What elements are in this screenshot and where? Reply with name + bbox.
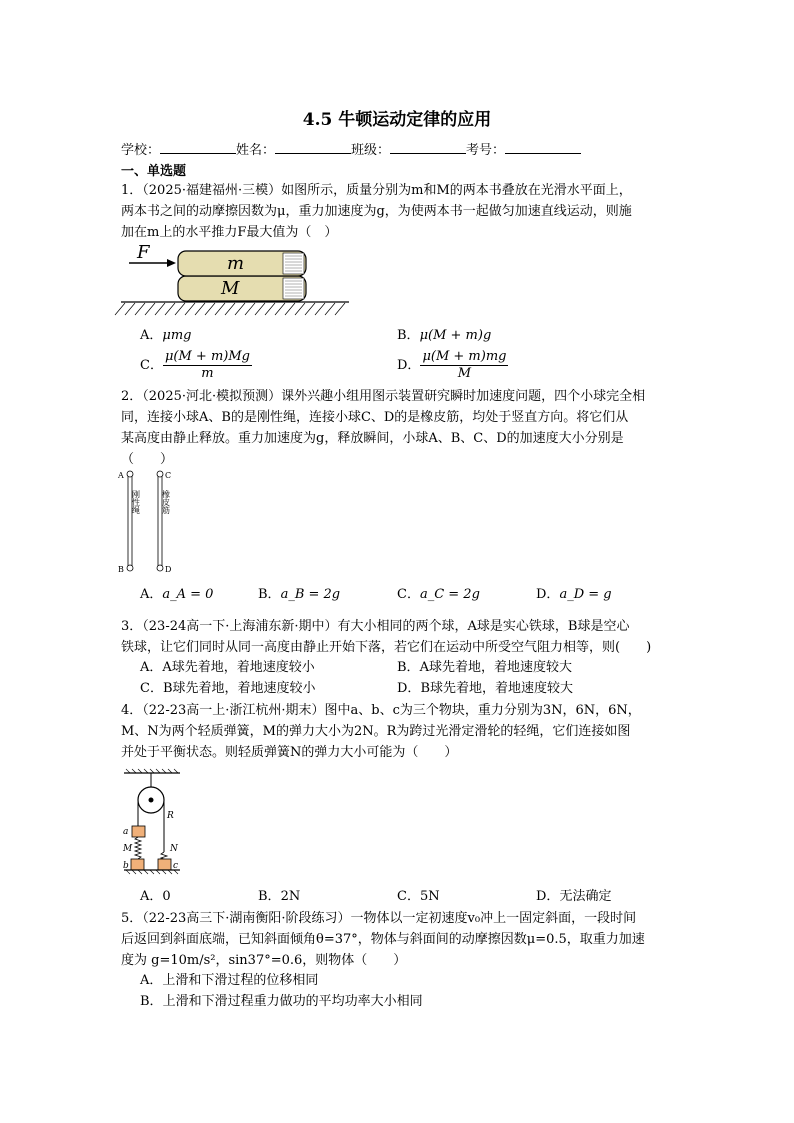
q4-option-b[interactable]	[258, 887, 300, 907]
q4-option-c-text: 5N	[419, 889, 440, 904]
q1-option-c-denominator: m	[201, 366, 214, 381]
q1-option-d-numerator: μ(M + m)mg	[422, 349, 507, 364]
question-5-line-1: 5．（22-23高三下·湖南衡阳·阶段练习）一物体以一定初速度v₀冲上一固定斜面，一段时间	[121, 911, 637, 926]
q2-option-a-label: A．	[140, 587, 163, 602]
q4-option-a[interactable]	[140, 887, 171, 907]
q2-option-a[interactable]	[140, 585, 213, 605]
question-4-line-1: 4．（22-23高一上·浙江杭州·期末）图中a、b、c为三个物块，重力分别为3N，6N，6N，	[121, 703, 641, 718]
q3-option-c-text: B球先着地，着地速度较小	[162, 681, 316, 696]
ball-D-label: D	[165, 565, 172, 574]
block-b	[131, 859, 144, 870]
ball-B-label: B	[118, 565, 124, 574]
q3-option-a-text: A球先着地，着地速度较小	[162, 660, 315, 675]
q2-option-a-text: a_A = 0	[162, 587, 214, 602]
school-label: 学校：	[121, 143, 161, 158]
q2-option-b[interactable]	[258, 585, 340, 605]
q1-option-c-fraction	[163, 349, 252, 382]
spring-N-label: N	[170, 844, 178, 854]
stacked-books-figure	[121, 243, 351, 323]
spring-M-label: M	[123, 844, 133, 854]
q1-option-b-label: B．	[397, 328, 420, 343]
q1-option-b[interactable]	[397, 326, 491, 346]
spring-M	[135, 837, 141, 859]
force-label: F	[137, 242, 150, 263]
q4-option-b-text: 2N	[280, 889, 301, 904]
block-a	[132, 826, 145, 837]
question-5-line-2: 后返回到斜面底端，已知斜面倾角θ=37°，物体与斜面间的动摩擦因数μ=0.5，取重力加速	[121, 932, 645, 947]
q4-option-c-label: C．	[397, 889, 420, 904]
question-3-line-2: 铁球，让它们同时从同一高度由静止开始下落，若它们在运动中所受空气阻力相等，则( )	[121, 640, 652, 655]
q3-option-a[interactable]	[140, 658, 315, 678]
ball-B	[127, 565, 133, 571]
rope-R-label: R	[167, 811, 174, 821]
q4-option-d-label: D．	[536, 889, 560, 904]
page-title: 4.5 牛顿运动定律的应用	[302, 110, 492, 130]
q1-option-b-text: μ(M + m)g	[419, 328, 492, 343]
q4-option-a-label: A．	[140, 889, 163, 904]
question-2-line-1: 2．（2025·河北·模拟预测）课外兴趣小组用图示装置研究瞬时加速度问题，四个小球完全相	[121, 389, 646, 404]
school-blank[interactable]	[160, 141, 236, 154]
q1-option-c-label: C．	[140, 358, 163, 373]
q2-option-d[interactable]	[536, 585, 612, 605]
q3-option-b-text: A球先着地，着地速度较大	[419, 660, 572, 675]
q4-option-c[interactable]	[397, 887, 440, 907]
exam-number-label: 考号：	[466, 143, 506, 158]
q4-option-a-text: 0	[162, 889, 171, 904]
ball-C-label: C	[165, 471, 172, 480]
block-a-label: a	[123, 827, 129, 837]
q3-option-b[interactable]	[397, 658, 572, 678]
pulley-springs-figure	[120, 768, 190, 876]
question-5-line-3: 度为 g=10m/s²，sin37°=0.6，则物体（ ）	[121, 953, 407, 968]
ball-A	[127, 471, 133, 477]
block-b-label: b	[123, 861, 129, 871]
exam-number-blank[interactable]	[505, 141, 581, 154]
question-1-line-1: 1．（2025·福建福州·三模）如图所示，质量分别为m和M的两本书叠放在光滑水平面上，	[121, 183, 632, 198]
q5-option-b-text: 上滑和下滑过程重力做功的平均功率大小相同	[162, 994, 423, 1009]
force-arrow-head	[167, 259, 176, 267]
q2-option-c-label: C．	[397, 587, 420, 602]
q5-option-b[interactable]	[140, 992, 423, 1012]
question-4-line-2: M、N为两个轻质弹簧，M的弹力大小为2N。R为跨过光滑定滑轮的轻绳，它们连接如图	[121, 724, 631, 739]
q1-option-d-fraction	[420, 349, 508, 382]
q5-option-a[interactable]	[140, 971, 318, 991]
rigid-rod	[128, 474, 132, 567]
q4-option-d[interactable]	[536, 887, 611, 907]
block-c-label: c	[173, 861, 179, 871]
ball-C	[157, 471, 163, 477]
q3-option-d-text: B球先着地，着地速度较大	[420, 681, 573, 696]
question-2-line-4: （ ）	[121, 452, 174, 467]
ball-D	[157, 565, 163, 571]
q5-option-b-label: B．	[140, 994, 163, 1009]
question-1-line-3: 加在m上的水平推力F最大值为（ ）	[121, 225, 338, 240]
class-label: 班级：	[351, 143, 391, 158]
name-blank[interactable]	[275, 141, 351, 154]
question-1-line-2: 两本书之间的动摩擦因数为μ，重力加速度为g，为使两本书一起做匀加速直线运动，则施	[121, 204, 632, 219]
question-2-line-3: 某高度由静止释放。重力加速度为g，释放瞬间，小球A、B、C、D的加速度大小分别是	[121, 431, 624, 446]
q1-option-a-text: μmg	[162, 328, 192, 343]
q4-option-d-text: 无法确定	[559, 889, 612, 904]
book-m-label: m	[227, 253, 245, 274]
q3-option-d[interactable]	[397, 679, 573, 699]
q3-option-b-label: B．	[397, 660, 420, 675]
q2-option-b-text: a_B = 2g	[280, 587, 341, 602]
q1-option-a[interactable]	[140, 326, 192, 346]
ball-A-label: A	[118, 471, 124, 480]
q1-option-c-numerator: μ(M + m)Mg	[164, 349, 250, 364]
block-c	[158, 859, 171, 870]
question-4-line-3: 并处于平衡状态。则轻质弹簧N的弹力大小可能为（ ）	[121, 745, 458, 760]
q3-option-a-label: A．	[140, 660, 163, 675]
q1-option-d-label: D．	[397, 358, 421, 373]
rubber-band	[158, 474, 162, 567]
q1-option-d-denominator: M	[457, 366, 472, 381]
q3-option-c[interactable]	[140, 679, 316, 699]
q2-option-c-text: a_C = 2g	[419, 587, 480, 602]
rubber-band-label: 橡皮筋	[161, 490, 171, 514]
question-2-line-2: 同，连接小球A、B的是刚性绳，连接小球C、D的是橡皮筋，均处于竖直方向。将它们从	[121, 410, 629, 425]
q2-option-d-text: a_D = g	[559, 587, 612, 602]
rigid-rod-label: 刚性绳	[131, 490, 141, 514]
question-3-line-1: 3．（23-24高一下·上海浦东新·期中）有大小相同的两个球，A球是实心铁球，B球是空心	[121, 619, 630, 634]
q3-option-c-label: C．	[140, 681, 163, 696]
q1-option-d[interactable]	[397, 349, 508, 382]
q5-option-a-label: A．	[140, 973, 163, 988]
student-info-row	[121, 139, 581, 158]
q3-option-d-label: D．	[397, 681, 421, 696]
name-label: 姓名：	[236, 143, 276, 158]
q1-option-a-label: A．	[140, 328, 163, 343]
q2-option-b-label: B．	[258, 587, 281, 602]
q4-option-b-label: B．	[258, 889, 281, 904]
q5-option-a-text: 上滑和下滑过程的位移相同	[162, 973, 319, 988]
book-M-label: M	[221, 278, 240, 299]
q2-option-d-label: D．	[536, 587, 560, 602]
section-heading: 一、单选题	[121, 164, 187, 179]
class-blank[interactable]	[390, 141, 466, 154]
balls-rod-band-figure	[118, 470, 188, 580]
q1-option-c[interactable]	[140, 349, 252, 382]
q2-option-c[interactable]	[397, 585, 480, 605]
